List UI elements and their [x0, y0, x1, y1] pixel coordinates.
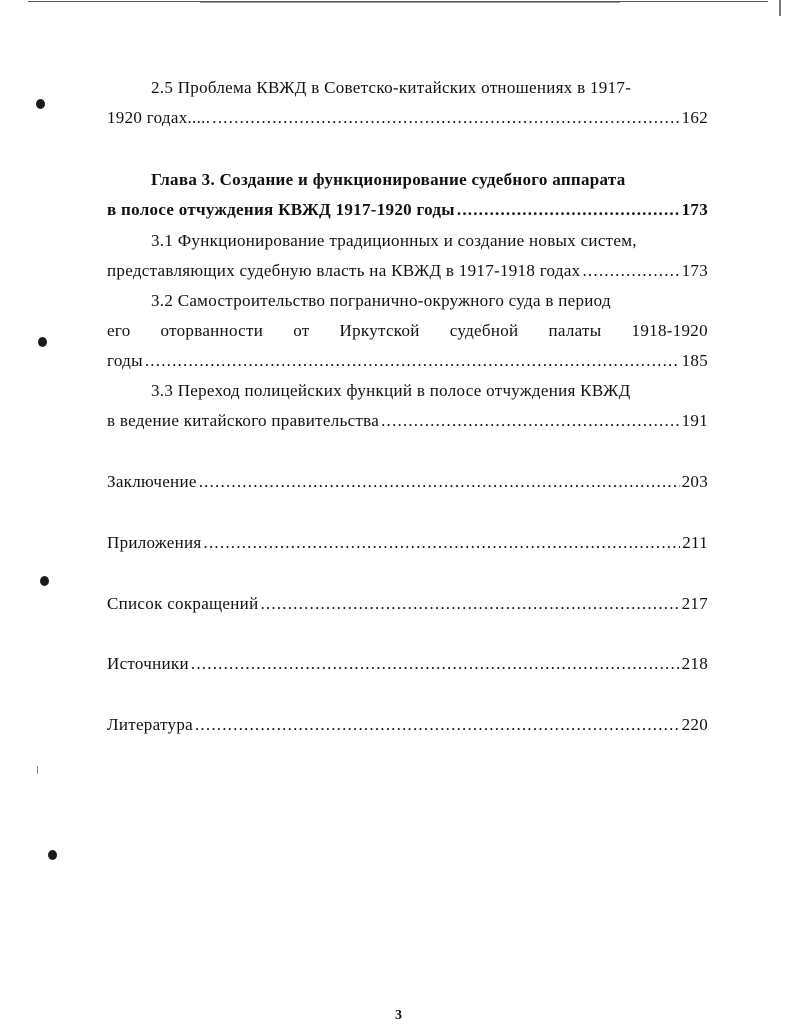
toc-leader-dots	[260, 594, 679, 614]
toc-3-2-page: 185	[681, 351, 708, 370]
toc-sources-label: Источники	[107, 654, 189, 673]
toc-sources	[107, 654, 708, 674]
binding-hole-mark	[36, 99, 45, 109]
toc-2-5-text: 1920 годах.....	[107, 108, 211, 127]
toc-3-3-page: 191	[681, 411, 708, 430]
scan-top-border	[0, 0, 797, 4]
toc-2-5-line-1: 2.5 Проблема КВЖД в Советско-китайских отношениях в 1917-	[151, 78, 632, 97]
page-number: 3	[395, 1008, 402, 1023]
toc-3-3-line-1: 3.3 Переход полицейских функций в полосе отчуждения КВЖД	[151, 381, 631, 400]
toc-3-2-line-1: 3.2 Самостроительство погранично-окружного суда в период	[151, 291, 611, 310]
toc-3-1-line-2	[107, 261, 708, 281]
toc-leader-dots	[457, 200, 680, 220]
toc-conclusion-label: Заключение	[107, 472, 197, 491]
toc-chapter-3-page: 173	[681, 200, 708, 219]
toc-leader-dots	[381, 411, 680, 431]
toc-abbreviations	[107, 594, 708, 614]
toc-literature-page: 220	[681, 715, 708, 734]
toc-3-1-page: 173	[681, 261, 708, 280]
toc-leader-dots	[191, 654, 680, 674]
toc-2-5-page: 162	[681, 108, 708, 127]
scan-edge-mark	[779, 0, 781, 16]
toc-sources-page: 218	[681, 654, 708, 673]
binding-hole-mark	[40, 576, 49, 586]
toc-leader-dots	[204, 533, 681, 553]
toc-3-3-text: в ведение китайского правительства	[107, 411, 380, 430]
toc-3-1-line-1: 3.1 Функционирование традиционных и создание новых систем,	[151, 231, 637, 250]
toc-3-2-line-2: его оторванности от Иркутской судебной палаты 1918-1920	[107, 321, 708, 340]
toc-literature	[107, 715, 708, 735]
scan-line-2	[200, 2, 620, 3]
toc-2-5-line-2	[107, 108, 708, 128]
toc-leader-dots	[212, 108, 679, 128]
toc-3-1-text: представляющих судебную власть на КВЖД в 1917-1918 годах	[107, 261, 581, 280]
toc-3-2-text: годы	[107, 351, 143, 370]
toc-3-2-line-3	[107, 351, 708, 371]
toc-leader-dots	[199, 472, 680, 492]
binding-hole-mark	[48, 850, 57, 860]
binding-hole-mark	[38, 337, 47, 347]
toc-chapter-3-text: в полосе отчуждения КВЖД 1917-1920 годы	[107, 200, 455, 219]
toc-leader-dots	[145, 351, 680, 371]
toc-appendices-label: Приложения	[107, 533, 202, 552]
toc-conclusion-page: 203	[681, 472, 708, 491]
toc-appendices	[107, 533, 708, 553]
toc-conclusion	[107, 472, 708, 492]
scan-speck	[37, 766, 38, 774]
toc-appendices-page: 211	[682, 533, 708, 552]
toc-3-3-line-2	[107, 411, 708, 431]
toc-abbreviations-label: Список сокращений	[107, 594, 259, 613]
toc-chapter-3-line-2	[107, 200, 708, 220]
toc-literature-label: Литература	[107, 715, 193, 734]
toc-chapter-3-line-1: Глава 3. Создание и функционирование судебного аппарата	[151, 170, 626, 189]
toc-leader-dots	[582, 261, 679, 281]
toc-leader-dots	[195, 715, 680, 735]
toc-abbreviations-page: 217	[681, 594, 708, 613]
